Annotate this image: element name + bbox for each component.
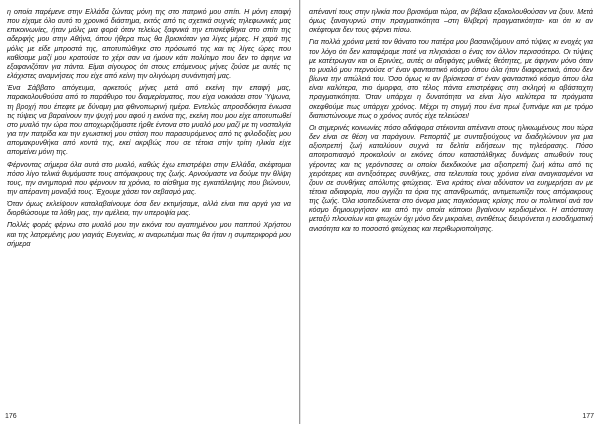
paragraph: Φέρνοντας σήμερα όλα αυτά στο μυαλό, καθώς έχω επιστρέψει στην Ελλάδα, σκέφτομαι πόσο λίγο τελικά θυμόμαστε τους απόμακρους της ζωής. Αρνούμαστε να δούμε την θλίψη τους, την ανημποριά που φέρνουν τα χρόνια, το αίσθημα της εγκατάλειψης που βιώνουν, την απέραντη μοναξιά τους. Έχουμε χάσει τον σεβασμό μας. — [7, 160, 291, 196]
paragraph: η οποία παρέμενε στην Ελλάδα ζώντας μόνη της στο πατρικό μου σπίτι. Η μόνη επαφή που είχαμε όλο αυτό το χρονικό διάστημα, εκτός από τις σχετικά συχνές τηλεφωνικές μας επικοινωνίες, ήταν μόλις μια φορά όταν τελείως ξαφνικά την επισκέφθηκα στο σπίτι της αδερφής μου στην Αθήνα, όπου ήθερα πως θα βρισκόταν για λίγες μέρες. Η χαρά της μόλις με είδε μπροστά της, αποτυπώθηκε στο πρόσωπό της και τις λίγες ώρες που καθίσαμε μαζί μου κρατούσε το χέρι σαν να ήμουν κάτι πολύτιμο που δεν το άφηνε να εξαφανιζόταν για πάντα. Είμαι σίγουρος ότι στους επόμενους μήνες ζούσε με αυτές τις ελάχιστες αναμνήσεις που είχε από κείνη την ολιγόωρη συνάντησή μας. — [7, 8, 291, 81]
right-page-text — [309, 8, 593, 234]
page-number-right: 177 — [582, 413, 594, 420]
paragraph: Οι σημερινές κοινωνίες πόσο αδιάφορα στέκονται απέναντι στους ηλικιωμένους που τώρα δεν είναι σε θέση να παράγουν. Ρεπορτάζ με συνταξιούχους να διαδηλώνουν για μια αξιοπρεπή ζωή καταλύουν συχνά τα δελτία ειδήσεων της τηλεόρασης. Πόσο αποτροπιασμό προκαλούν οι εικόνες όπου καταστάλθηκες δυνάμεις απωθούν τους γέροντες και τις γερόντισσες οι οποίοι διεκδικούνε μια αξιοπρεπή ζωή κάτω από τις χειρότερες και αντιξοότερες συνθήκες, στα τελευταία τους χρόνια είναι αναγκασμένοι να ζουν σε συνθήκες απόλυτης φτώχειας. Ένα κράτος είναι αδύνατον να ευημερήσει αν με τέτοια αδιαφορία, που αγγίζει τα όρια της απανθρωπιάς, αντιμετωπίζει τους απόμακρους της ζωής. Όλα ισοπεδώνεται στο όνομα μιας παγκόσμιας κρίσης που οι πολιτικοί ανά τον κόσμο δημιουργήσαν και από την οποία κάποιοι βγαίνουν κερδισμένοι. Η απόσταση μεταξύ πλουσίων και φτωχών όχι μόνο δεν μικραίνει, αντιθέτως διευρύνεται η εισοδηματική ανισότητα και το ποσοστό φτώχειας και περιθωριοποίησης. — [309, 123, 593, 233]
paragraph: Πολλές φορές φέρνω στο μυαλό μου την εικόνα του αγαπημένου μου παππού Χρήστου και της λατρεμένης μου γιαγιάς Ευγενίας, κι αναρωτιέμαι πως θα ήταν η συμπεριφορά μου σήμερα — [7, 221, 291, 248]
right-page — [300, 0, 600, 424]
left-page-text — [7, 8, 291, 249]
paragraph: Ένα Σάββατο απόγευμα, αρκετούς μήνες μετά από εκείνη την επαφή μας, παρακολουθούσα από το παράθυρο του διαμερίσματος, που είχα νοικιάσει στον Ύψωνα, τη βροχή που έπεφτε με δύναμη μια φθινοπωρινή ημέρα. Εντελώς απροσδόκητα ένιωσα τις τύψεις να βαραίνουν την ψυχή μου αφού η εικόνα της, εκείνη που μου είχε αποτυπωθεί στο μυαλό την ώρα που αποχωριζόμαστε ήρθε έντονα στο μυαλό μου μαζί με τη νοσταλγία για την πατρίδα και την εγωιστική μου στάση που παρασυρόμενος από τις φιλοδοξίες μου απομακρυνθήκα από κοντά της, εκεί ακριβώς που σε τέτοια στήν τρίτη ηλικία είχε απομείνει μόνη της. — [7, 84, 291, 157]
page-number-left: 176 — [5, 413, 17, 420]
paragraph: απέναντί τους στην ηλικία που βρισκόμαι τώρα, αν βέβαια εξακολουθούσαν να ζουν. Μετά όμως ξαναγυρνώ στην πραγματικότητα –στη θλιβερή πραγματικότητα- και ότι κι αν σκέφτομαι δεν τους φέρνει πίσω. — [309, 8, 593, 35]
paragraph: Όταν όμως εκλείψουν καταλαβαίνουμε όσα δεν εκτιμήσαμε, αλλά είναι πια αργά για να διορθώσουμε τα λάθη μας, την αμέλεια, την υπεροψία μας. — [7, 200, 291, 218]
paragraph: Για πολλά χρόνια μετά τον θάνατο του πατέρα μου βασανιζόμουν από τύψεις κι ενοχές για τον λόγο ότι δεν καταφέραμε ποτέ να πλησιάσει ο ένας τον άλλον περισσότερο. Οι τύψεις με κατέτρωγαν και οι Ερινύες, αυτές οι αδηφάγες μυθικές θεότητες, με άφηναν μόνο όταν το μυαλό μου περνούσε σ' έναν φανταστικό κόσμο όπου όλα ήταν διαφορετικά, όπου δεν βίωνα την απώλειά του. Όσο όμως κι αν βρίσκεσαι σ' έναν φανταστικό κόσμο όπου όλα είναι καλύτερα, πιο όμορφα, στο τέλος πάντα επιστρέφεις στη σκληρή κι αβάσταχτη πραγματικότητα. Όταν υπάρχει η δυνατότητα να είναι λίγο καλύτερα τα πράγματα σκεφθούμε πως υπάρχει χρόνος. Μέχρι τη στιγμή που ένα πρωί ξυπνάμε και με τρόμο διαπιστώνουμε πως ο χρόνος αυτός είχε τελειώσει! — [309, 38, 593, 120]
